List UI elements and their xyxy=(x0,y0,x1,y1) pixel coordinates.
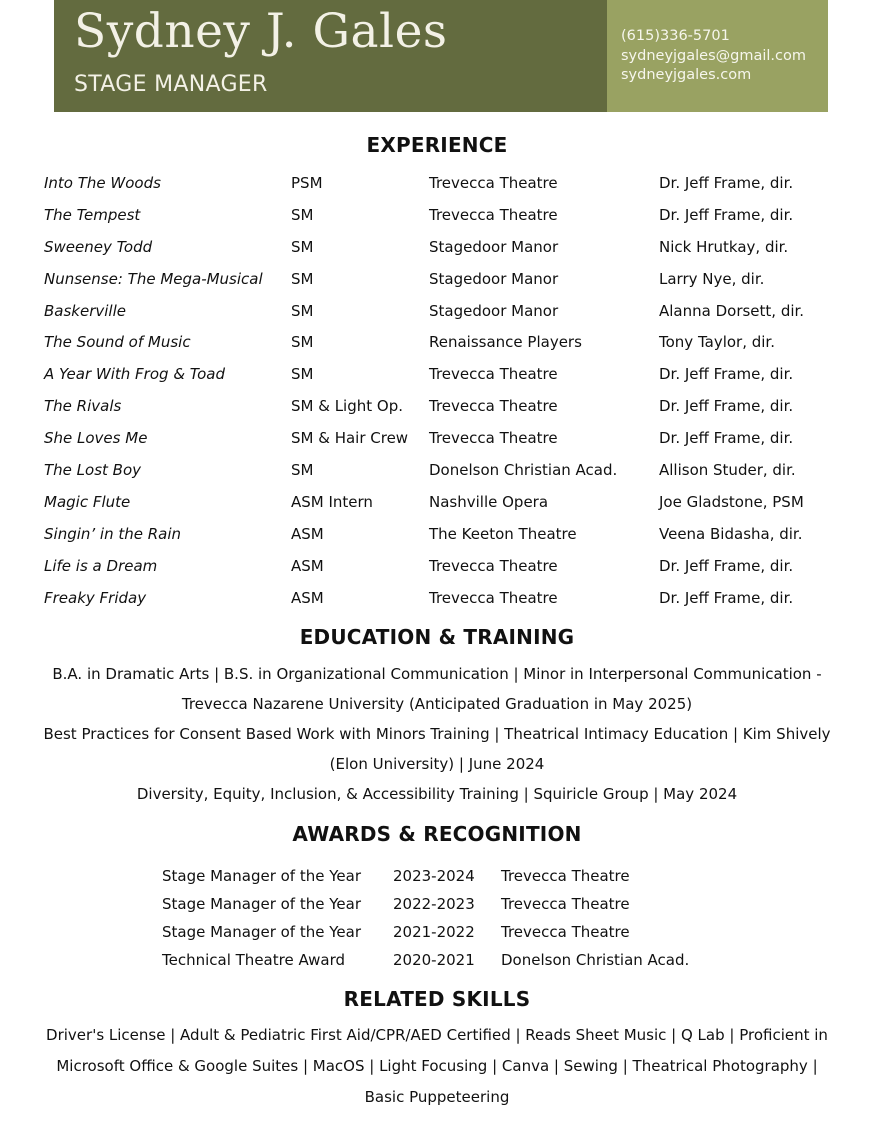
show-title: Baskerville xyxy=(44,301,126,320)
director: Allison Studer, dir. xyxy=(659,460,796,479)
show-title: A Year With Frog & Toad xyxy=(44,365,225,384)
show-title: Freaky Friday xyxy=(44,588,147,607)
director: Dr. Jeff Frame, dir. xyxy=(659,205,794,224)
award-org: Trevecca Theatre xyxy=(501,867,630,885)
education-heading: EDUCATION & TRAINING xyxy=(299,625,575,649)
experience-row xyxy=(44,199,844,231)
position: SM xyxy=(291,460,314,479)
show-title: She Loves Me xyxy=(44,429,148,448)
show-title: Sweeney Todd xyxy=(44,237,153,256)
venue: Stagedoor Manor xyxy=(429,301,559,320)
show-title: The Tempest xyxy=(44,205,141,224)
position: ASM xyxy=(291,556,324,575)
venue: Renaissance Players xyxy=(429,333,582,352)
award-name: Stage Manager of the Year xyxy=(162,895,361,913)
show-title: The Lost Boy xyxy=(44,460,142,479)
award-org: Donelson Christian Acad. xyxy=(501,951,690,969)
show-title: Into The Woods xyxy=(44,173,161,192)
contact-website: sydneyjgales.com xyxy=(621,67,752,83)
experience-row xyxy=(44,390,844,422)
award-name: Stage Manager of the Year xyxy=(162,923,361,941)
venue: Trevecca Theatre xyxy=(429,205,558,224)
director: Dr. Jeff Frame, dir. xyxy=(659,588,794,607)
awards-heading: AWARDS & RECOGNITION xyxy=(292,822,582,846)
venue: Stagedoor Manor xyxy=(429,269,559,288)
position: ASM xyxy=(291,524,324,543)
award-year: 2020-2021 xyxy=(393,951,475,969)
director: Veena Bidasha, dir. xyxy=(659,524,803,543)
position: SM & Hair Crew xyxy=(291,429,409,448)
award-year: 2023-2024 xyxy=(393,867,475,885)
award-name: Stage Manager of the Year xyxy=(162,867,361,885)
experience-table xyxy=(44,167,844,613)
position: SM xyxy=(291,269,314,288)
show-title: The Rivals xyxy=(44,397,122,416)
position: SM xyxy=(291,333,314,352)
job-title: STAGE MANAGER xyxy=(74,72,268,97)
venue: Stagedoor Manor xyxy=(429,237,559,256)
position: ASM xyxy=(291,588,324,607)
skills-text: Driver's License | Adult & Pediatric First Aid/CPR/AED Certified | Reads Sheet Music | Q Lab | Proficient in Microsoft Office & Google Suites | MacOS | Light Focusing | Canva | Sewing | Theatrical Photography | Basic Puppeteering xyxy=(46,1026,828,1106)
director: Joe Gladstone, PSM xyxy=(659,492,804,511)
venue: Trevecca Theatre xyxy=(429,556,558,575)
venue: Trevecca Theatre xyxy=(429,173,558,192)
award-year: 2021-2022 xyxy=(393,923,475,941)
director: Alanna Dorsett, dir. xyxy=(659,301,805,320)
experience-row xyxy=(44,518,844,550)
position: SM & Light Op. xyxy=(291,397,403,416)
venue: Trevecca Theatre xyxy=(429,588,558,607)
director: Dr. Jeff Frame, dir. xyxy=(659,173,794,192)
director: Tony Taylor, dir. xyxy=(659,333,775,352)
award-row xyxy=(162,946,689,974)
contact-email: sydneyjgales@gmail.com xyxy=(621,47,807,64)
venue: The Keeton Theatre xyxy=(429,524,577,543)
experience-row xyxy=(44,550,844,582)
experience-row xyxy=(44,486,844,518)
show-title: The Sound of Music xyxy=(44,333,191,352)
experience-row xyxy=(44,326,844,358)
experience-row xyxy=(44,422,844,454)
education-entry: Diversity, Equity, Inclusion, & Accessibility Training | Squiricle Group | May 2024 xyxy=(136,785,738,803)
award-org: Trevecca Theatre xyxy=(501,923,630,941)
header-name-panel xyxy=(54,0,607,112)
experience-row xyxy=(44,358,844,390)
contact-phone: (615)336-5701 xyxy=(621,28,730,44)
director: Dr. Jeff Frame, dir. xyxy=(659,556,794,575)
header-contact-panel xyxy=(607,0,828,112)
person-name: Sydney J. Gales xyxy=(74,4,448,59)
award-year: 2022-2023 xyxy=(393,895,475,913)
show-title: Life is a Dream xyxy=(44,556,158,575)
position: PSM xyxy=(291,173,323,192)
show-title: Nunsense: The Mega-Musical xyxy=(44,269,263,288)
education-entry: B.A. in Dramatic Arts | B.S. in Organizational Communication | Minor in Interpersonal Communication - Trevecca Nazarene University (Anticipated Graduation in May 2025) xyxy=(52,665,822,713)
venue: Trevecca Theatre xyxy=(429,365,558,384)
position: SM xyxy=(291,301,314,320)
position: SM xyxy=(291,365,314,384)
skills-heading: RELATED SKILLS xyxy=(343,987,531,1011)
award-row xyxy=(162,890,689,918)
position: SM xyxy=(291,237,314,256)
award-org: Trevecca Theatre xyxy=(501,895,630,913)
experience-heading: EXPERIENCE xyxy=(366,133,508,157)
director: Dr. Jeff Frame, dir. xyxy=(659,365,794,384)
show-title: Magic Flute xyxy=(44,492,131,511)
awards-table xyxy=(162,862,689,974)
experience-row xyxy=(44,263,844,295)
director: Nick Hrutkay, dir. xyxy=(659,237,789,256)
award-name: Technical Theatre Award xyxy=(162,951,345,969)
contact-list xyxy=(621,27,806,86)
award-row xyxy=(162,862,689,890)
experience-row xyxy=(44,454,844,486)
experience-row xyxy=(44,167,844,199)
experience-row xyxy=(44,295,844,327)
experience-row xyxy=(44,582,844,614)
venue: Trevecca Theatre xyxy=(429,429,558,448)
director: Dr. Jeff Frame, dir. xyxy=(659,429,794,448)
experience-row xyxy=(44,231,844,263)
education-entry: Best Practices for Consent Based Work with Minors Training | Theatrical Intimacy Education | Kim Shively (Elon University) | June 2024 xyxy=(43,725,831,773)
position: SM xyxy=(291,205,314,224)
venue: Trevecca Theatre xyxy=(429,397,558,416)
director: Dr. Jeff Frame, dir. xyxy=(659,397,794,416)
director: Larry Nye, dir. xyxy=(659,269,765,288)
show-title: Singin’ in the Rain xyxy=(44,524,182,543)
position: ASM Intern xyxy=(291,492,373,511)
venue: Nashville Opera xyxy=(429,492,549,511)
venue: Donelson Christian Acad. xyxy=(429,460,618,479)
award-row xyxy=(162,918,689,946)
